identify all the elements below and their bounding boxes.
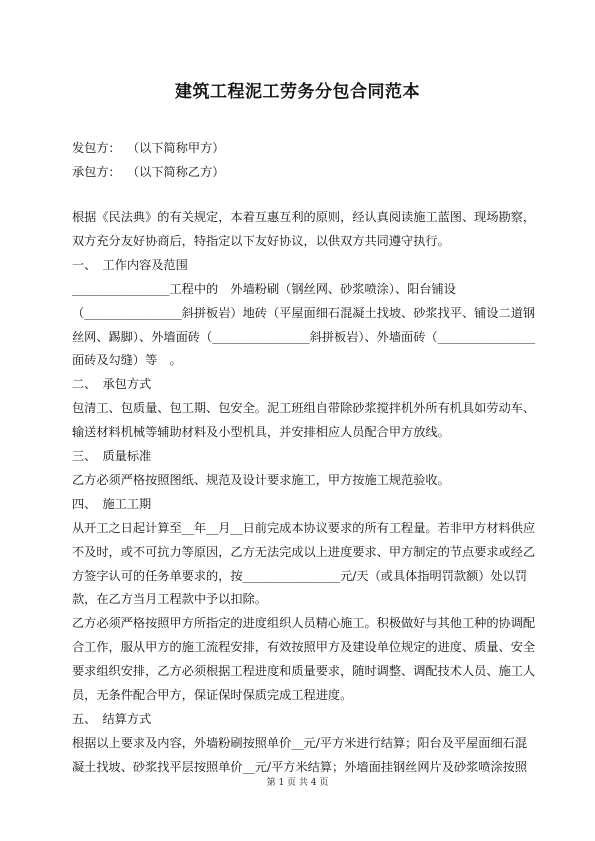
- body-line: 要求组织安排，乙方必须根据工程进度和质量要求，随时调整、调配技术人员、施工人: [72, 664, 536, 679]
- body-line: 四、 施工工期: [72, 496, 152, 511]
- body-line: 一、 工作内容及范围: [72, 257, 188, 272]
- body-line: 从开工之日起计算至__年__月__日前完成本协议要求的所有工程量。若非甲方材料供应: [72, 520, 536, 535]
- body-line: 面砖及勾缝）等 。: [72, 353, 182, 368]
- body-line: 丝网、踢脚）、外墙面砖（________________斜拼板岩）、外墙面砖（________________: [72, 329, 536, 344]
- body-line: 乙方必须严格按照甲方所指定的进度组织人员精心施工。积极做好与其他工种的协调配: [72, 616, 536, 631]
- body-line: 输送材料机械等辅助材料及小型机具，并安排相应人员配合甲方放线。: [72, 425, 450, 440]
- party-b-note: （以下简称乙方）: [127, 165, 225, 179]
- body-line: 根据以上要求及内容，外墙粉刷按照单价__元/平方米进行结算；阳台及平屋面细石混: [72, 735, 528, 750]
- body-line: 不及时，或不可抗力等原因，乙方无法完成以上进度要求、甲方制定的节点要求或经乙: [72, 544, 536, 559]
- body-line: 包清工、包质量、包工期、包安全。泥工班组自带除砂浆搅拌机外所有机具如劳动车、: [72, 401, 536, 416]
- party-a-label: 发包方：: [72, 141, 121, 155]
- document-title: 建筑工程泥工劳务分包合同范本: [175, 82, 420, 102]
- body-line: 双方充分友好协商后，特指定以下友好协议，以供双方共同遵守执行。: [72, 233, 450, 248]
- body-line: ________________工程中的 外墙粉刷（钢丝网、砂浆喷涂）、阳台铺设: [72, 281, 456, 296]
- party-a-line: [72, 140, 524, 156]
- body-line: 款，在乙方当月工程款中予以扣除。: [72, 592, 267, 607]
- page-footer: 第 1 页 共 4 页: [266, 778, 329, 788]
- body-line: 凝土找坡、砂浆找平层按照单价__元/平方米结算；外墙面挂钢丝网片及砂浆喷涂按照: [72, 759, 528, 774]
- body-line: 乙方必须严格按照图纸、规范及设计要求施工，甲方按施工规范验收。: [72, 472, 450, 487]
- body-line: （________________斜拼板岩）地砖（平屋面细石混凝土找坡、砂浆找平、铺设二道钢: [72, 305, 536, 320]
- party-a-note: （以下简称甲方）: [127, 141, 225, 155]
- body-line: 方签字认可的任务单要求的，按________________元/天（或具体指明罚款额）处以罚: [72, 568, 528, 583]
- party-b-line: [72, 164, 524, 180]
- body-line: 三、 质量标准: [72, 449, 152, 463]
- body-line: 五、 结算方式: [72, 711, 152, 726]
- body-line: 员，无条件配合甲方，保证保时保质完成工程进度。: [72, 688, 353, 702]
- body-line: 根据《民法典》的有关规定，本着互惠互利的原则，经认真阅读施工蓝图、现场勘察，: [72, 210, 536, 224]
- party-b-label: 承包方：: [72, 165, 121, 179]
- body-line: 二、 承包方式: [72, 377, 152, 392]
- body-line: 合工作，服从甲方的施工流程安排，有效按照甲方及建设单位规定的进度、质量、安全: [72, 640, 536, 655]
